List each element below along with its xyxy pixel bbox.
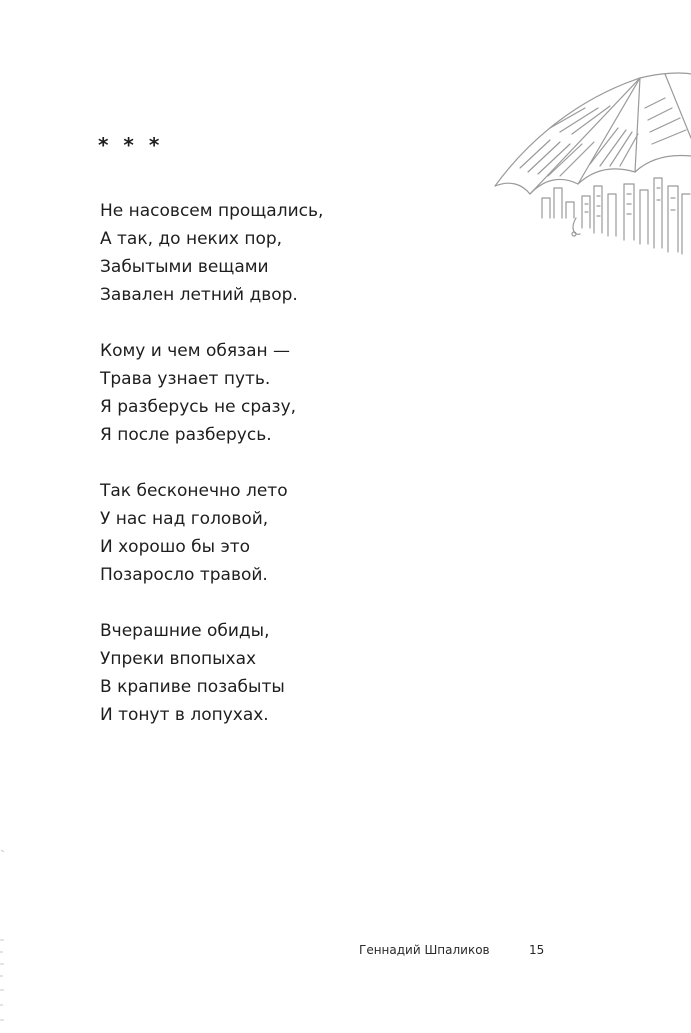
poem-line: Забытыми вещами <box>100 257 269 277</box>
poem-line: И тонут в лопухах. <box>100 705 269 725</box>
poem-line: Кому и чем обязан — <box>100 341 291 361</box>
stanza-2 <box>100 337 500 449</box>
stanza-3 <box>100 477 500 589</box>
poem-line: Трава узнает путь. <box>100 369 271 389</box>
margin-sketch-icon <box>0 840 8 1030</box>
poem-line: Я разберусь не сразу, <box>100 397 297 417</box>
umbrella-city-sketch-icon <box>490 68 691 258</box>
page-number: 15 <box>529 943 545 957</box>
poem-line: Я после разберусь. <box>100 425 272 445</box>
poem-line: В крапиве позабыты <box>100 677 285 697</box>
poem-line: Завален летний двор. <box>100 285 298 305</box>
poem-line: И хорошо бы это <box>100 537 251 557</box>
poem-line: Вчерашние обиды, <box>100 621 270 641</box>
running-footer-author: Геннадий Шпаликов <box>359 943 490 957</box>
poem-line: А так, до неких пор, <box>100 229 283 249</box>
stanza-4 <box>100 617 500 729</box>
stanza-1 <box>100 197 500 309</box>
poem <box>100 197 500 757</box>
poem-line: Не насовсем прощались, <box>100 201 324 221</box>
poem-line: Позаросло травой. <box>100 565 268 585</box>
poem-line: Так бесконечно лето <box>100 481 288 501</box>
poem-line: Упреки впопыхах <box>100 649 257 669</box>
poem-line: У нас над головой, <box>100 509 269 529</box>
stanza-separator: * * * <box>98 133 164 157</box>
